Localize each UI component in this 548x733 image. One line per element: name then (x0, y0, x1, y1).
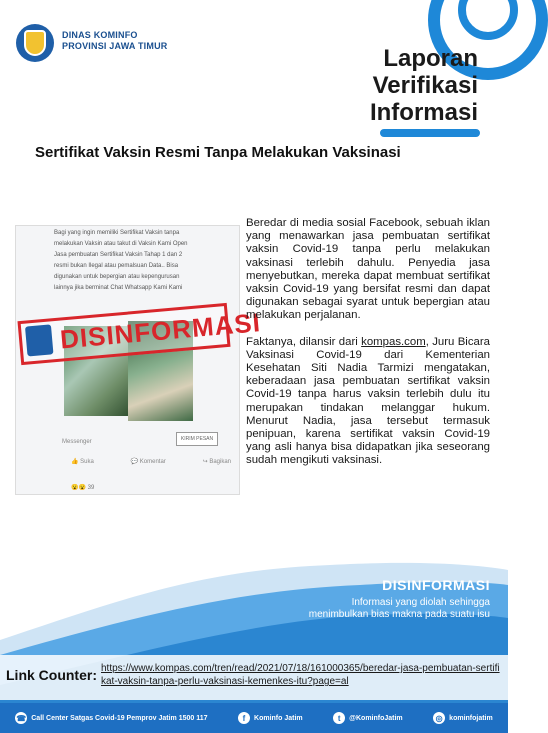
footer-bar (0, 703, 508, 733)
facebook-handle[interactable]: f Kominfo Jatim (238, 712, 303, 724)
link-counter-label: Link Counter: (6, 667, 97, 683)
send-message-button: KIRIM PESAN (176, 432, 218, 446)
like-action: 👍 Suka (71, 459, 94, 465)
twitter-icon: t (333, 712, 345, 724)
comment-action: 💬 Komentar (130, 459, 166, 465)
report-line-1: Laporan (383, 45, 478, 72)
call-center: ☎ Call Center Satgas Covid-19 Pemprov Jatim 1500 117 (16, 713, 208, 723)
org-name (62, 30, 167, 52)
verdict-sub-2: menimbulkan bias makna pada suatu isu (308, 609, 490, 620)
stamp-logo (25, 324, 54, 356)
verdict-sub-1: Informasi yang diolah sehingga (351, 597, 490, 608)
disinformation-stamp (17, 303, 263, 365)
instagram-handle[interactable]: ◎ kominfojatim (433, 712, 493, 724)
source-link[interactable]: kompas.com (361, 335, 426, 348)
share-action: ↪ Bagikan (202, 459, 231, 465)
verdict-box (309, 577, 490, 621)
link-counter-url[interactable]: https://www.kompas.com/tren/read/2021/07/18/161000365/beredar-jasa-pembuatan-sertifikat-vaksin-tanpa-perlu-vaksinasi-kemenkes-itu?page=al (101, 663, 500, 687)
stamp-text: DISINFORMASI (58, 307, 263, 355)
twitter-handle[interactable]: t @KominfoJatim (333, 712, 403, 724)
post-actions (71, 458, 231, 465)
report-title (370, 45, 478, 126)
kominfo-logo (16, 24, 54, 62)
paragraph-1: Beredar di media sosial Facebook, sebuah iklan yang menawarkan jasa pembuatan sertifikat vaksin Covid-19 tanpa perlu melakukan vaksinasi terlebih dahulu. Penyedia jasa menyebutkan, mereka dapat membuat sertifikat vaksin Covid-19 yang bersifat resmi dan dapat digunakan sebagai syarat untuk bepergian atau melakukan perjalanan. (246, 217, 490, 322)
phone-icon: ☎ (16, 713, 27, 723)
reaction-count: 😮😮 39 (71, 485, 95, 491)
title-underline (380, 129, 480, 137)
post-screenshot (15, 225, 263, 495)
headline: Sertifikat Vaksin Resmi Tanpa Melakukan Vaksinasi (35, 144, 401, 161)
report-line-2: Verifikasi (372, 72, 478, 99)
instagram-icon: ◎ (433, 712, 445, 724)
report-line-3: Informasi (369, 99, 478, 126)
verdict-title: DISINFORMASI (382, 577, 490, 593)
post-text: Bagi yang ingin memiliki Sertifikat Vaksin tanpa melakukan Vaksin atau takut di Vaksin Kami Open Jasa pembuatan Sertifikat Vaksin Tahap 1 dan 2 resmi bukan Ilegal atau pemalsuan Data.. Bisa digunakan untuk bepergian atau kepengurusan lainnya jika berminat Chat Whatsapp Kami Kami (54, 230, 188, 291)
article-body (246, 217, 490, 481)
org-line-1: DINAS KOMINFO (62, 30, 138, 40)
org-line-2: PROVINSI JAWA TIMUR (62, 41, 168, 51)
facebook-icon: f (238, 712, 250, 724)
messenger-label: Messenger (62, 439, 92, 445)
paragraph-2: Faktanya, dilansir dari kompas.com, Juru Bicara Vaksinasi Covid-19 dari Kementerian Kesehatan Siti Nadia Tarmizi mengatakan, keberadaan jasa pembuatan sertifikat vaksin Covid-19 tanpa harus vaksin terlebih dulu itu merupakan tindakan melanggar hukum. Menurut Nadia, jasa tersebut termasuk penipuan, karena sertifikat vaksin Covid-19 yang asli hanya bisa didapatkan jika seseorang sudah mengikuti vaksinasi. (246, 335, 490, 467)
